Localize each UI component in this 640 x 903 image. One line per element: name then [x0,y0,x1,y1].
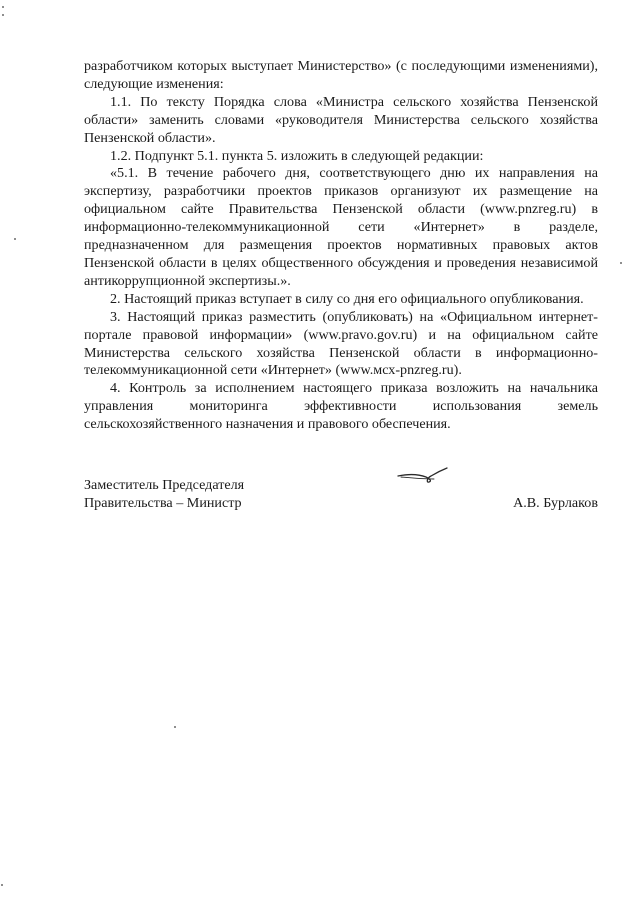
paragraph-1-1: 1.1. По тексту Порядка слова «Министра сельского хозяйства Пензенской области» заменить словами «руководителя Министерства сельского хозяйства Пензенской области». [84,93,598,146]
scan-speck [1,884,3,886]
document-body [84,58,598,434]
scan-speck [2,14,4,16]
paragraph-intro-continuation: разработчиком которых выступает Министерство» (с последующими изменениями), следующие изменения: [84,58,598,92]
scan-speck [174,726,176,728]
signatory-position-line-1: Заместитель Председателя [84,477,245,493]
paragraph-3: 3. Настоящий приказ разместить (опубликовать) на «Официальном интернет-портале правовой информации» (www.pravo.gov.ru) и на официальном сайте Министерства сельского хозяйства Пензенской области в информационно-телекоммуникационной сети «Интернет» (www.мсх-pnzreg.ru). [84,308,598,379]
paragraph-1-2: 1.2. Подпункт 5.1. пункта 5. изложить в следующей редакции: [110,147,484,164]
scan-speck [2,6,4,8]
scan-speck [14,238,16,240]
signatory-position [84,476,244,512]
signatory-position-line-2: Правительства – Министр [84,495,242,511]
scan-speck [620,262,622,264]
handwritten-signature-icon [396,462,450,486]
paragraph-4: 4. Контроль за исполнением настоящего приказа возложить на начальника управления мониторинга эффективности использования земель сельскохозяйственного назначения и правового обеспечения. [84,380,598,433]
paragraph-2: 2. Настоящий приказ вступает в силу со дня его официального опубликования. [110,290,584,307]
paragraph-5-1-quote: «5.1. В течение рабочего дня, соответствующего дню их направления на экспертизу, разработчики проектов приказов организуют их размещение на официальном сайте Правительства Пензенской области (www.pnzreg.ru) в информационно-телекоммуникационной сети «Интернет» в разделе, предназначенном для размещения проектов нормативных правовых актов Пензенской области в целях общественного обсуждения и проведения независимой антикоррупционной экспертизы.». [84,165,598,289]
signatory-name: А.В. Бурлаков [513,495,598,511]
